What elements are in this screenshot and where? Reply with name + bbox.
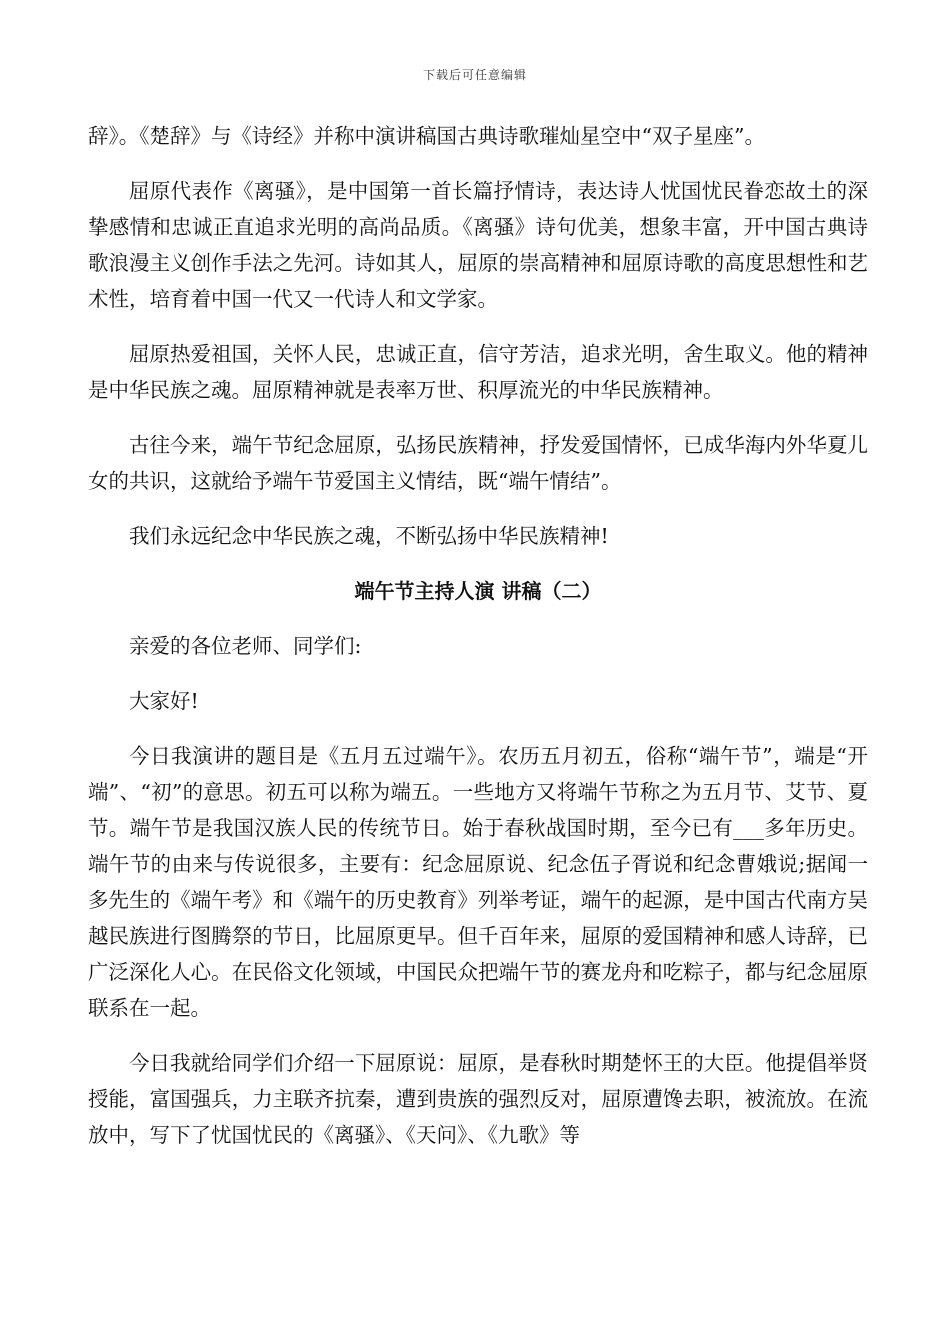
document-body	[88, 118, 868, 1153]
paragraph-salutation: 亲爱的各位老师、同学们:	[129, 634, 362, 658]
paragraph-duanwu-origin: 今日我演讲的题目是《五月五过端午》。农历五月初五，俗称“端午节”，端是“开端”、“初”的意思。初五可以称为端五。一些地方又将端午节称之为五月节、艾节、夏节。端午节是我国汉族人民的传统节日。始于春秋战国时期，至今已有___多年历史。端午节的由来与传说很多，主要有：纪念屈原说、纪念伍子胥说和纪念曹娥说;据闻一多先生的《端午考》和《端午的历史教育》列举考证，端午的起源，是中国古代南方吴越民族进行图腾祭的节日，比屈原更早。但千百年来，屈原的爱国精神和感人诗辞，已广泛深化人心。在民俗文化领域，中国民众把端午节的赛龙舟和吃粽子，都与纪念屈原联系在一起。	[88, 744, 868, 1020]
header-note: 下载后可任意编辑	[422, 68, 527, 82]
paragraph-quyuan-intro: 今日我就给同学们介绍一下屈原说：屈原，是春秋时期楚怀王的大臣。他提倡举贤授能，富国强兵，力主联齐抗秦，遭到贵族的强烈反对，屈原遭馋去职，被流放。在流放中，写下了忧国忧民的《离骚》、《天问》、《九歌》等	[88, 1051, 868, 1147]
paragraph-continuation: 辞》。《楚辞》与《诗经》并称中演讲稿国古典诗歌璀灿星空中“双子星座”。	[88, 124, 765, 148]
paragraph-closing: 我们永远纪念中华民族之魂，不断弘扬中华民族精神!	[129, 524, 609, 548]
paragraph-lisao: 屈原代表作《离骚》，是中国第一首长篇抒情诗，表达诗人忧国忧民眷恋故土的深挚感情和忠诚正直追求光明的高尚品质。《离骚》诗句优美，想象丰富，开中国古典诗歌浪漫主义创作手法之先河。诗如其人，屈原的崇高精神和屈原诗歌的高度思想性和艺术性，培育着中国一代又一代诗人和文学家。	[88, 179, 868, 311]
section-heading: 端午节主持人演 讲稿（二）	[354, 579, 602, 603]
paragraph-quyuan-spirit: 屈原热爱祖国，关怀人民，忠诚正直，信守芳洁，追求光明，舍生取义。他的精神是中华民族之魂。屈原精神就是表率万世、积厚流光的中华民族精神。	[88, 342, 868, 402]
paragraph-duanwu-complex: 古往今来，端午节纪念屈原，弘扬民族精神，抒发爱国情怀，已成华海内外华夏儿女的共识，这就给予端午节爱国主义情结，既“端午情结”。	[88, 433, 868, 493]
paragraph-greeting: 大家好!	[129, 689, 199, 713]
